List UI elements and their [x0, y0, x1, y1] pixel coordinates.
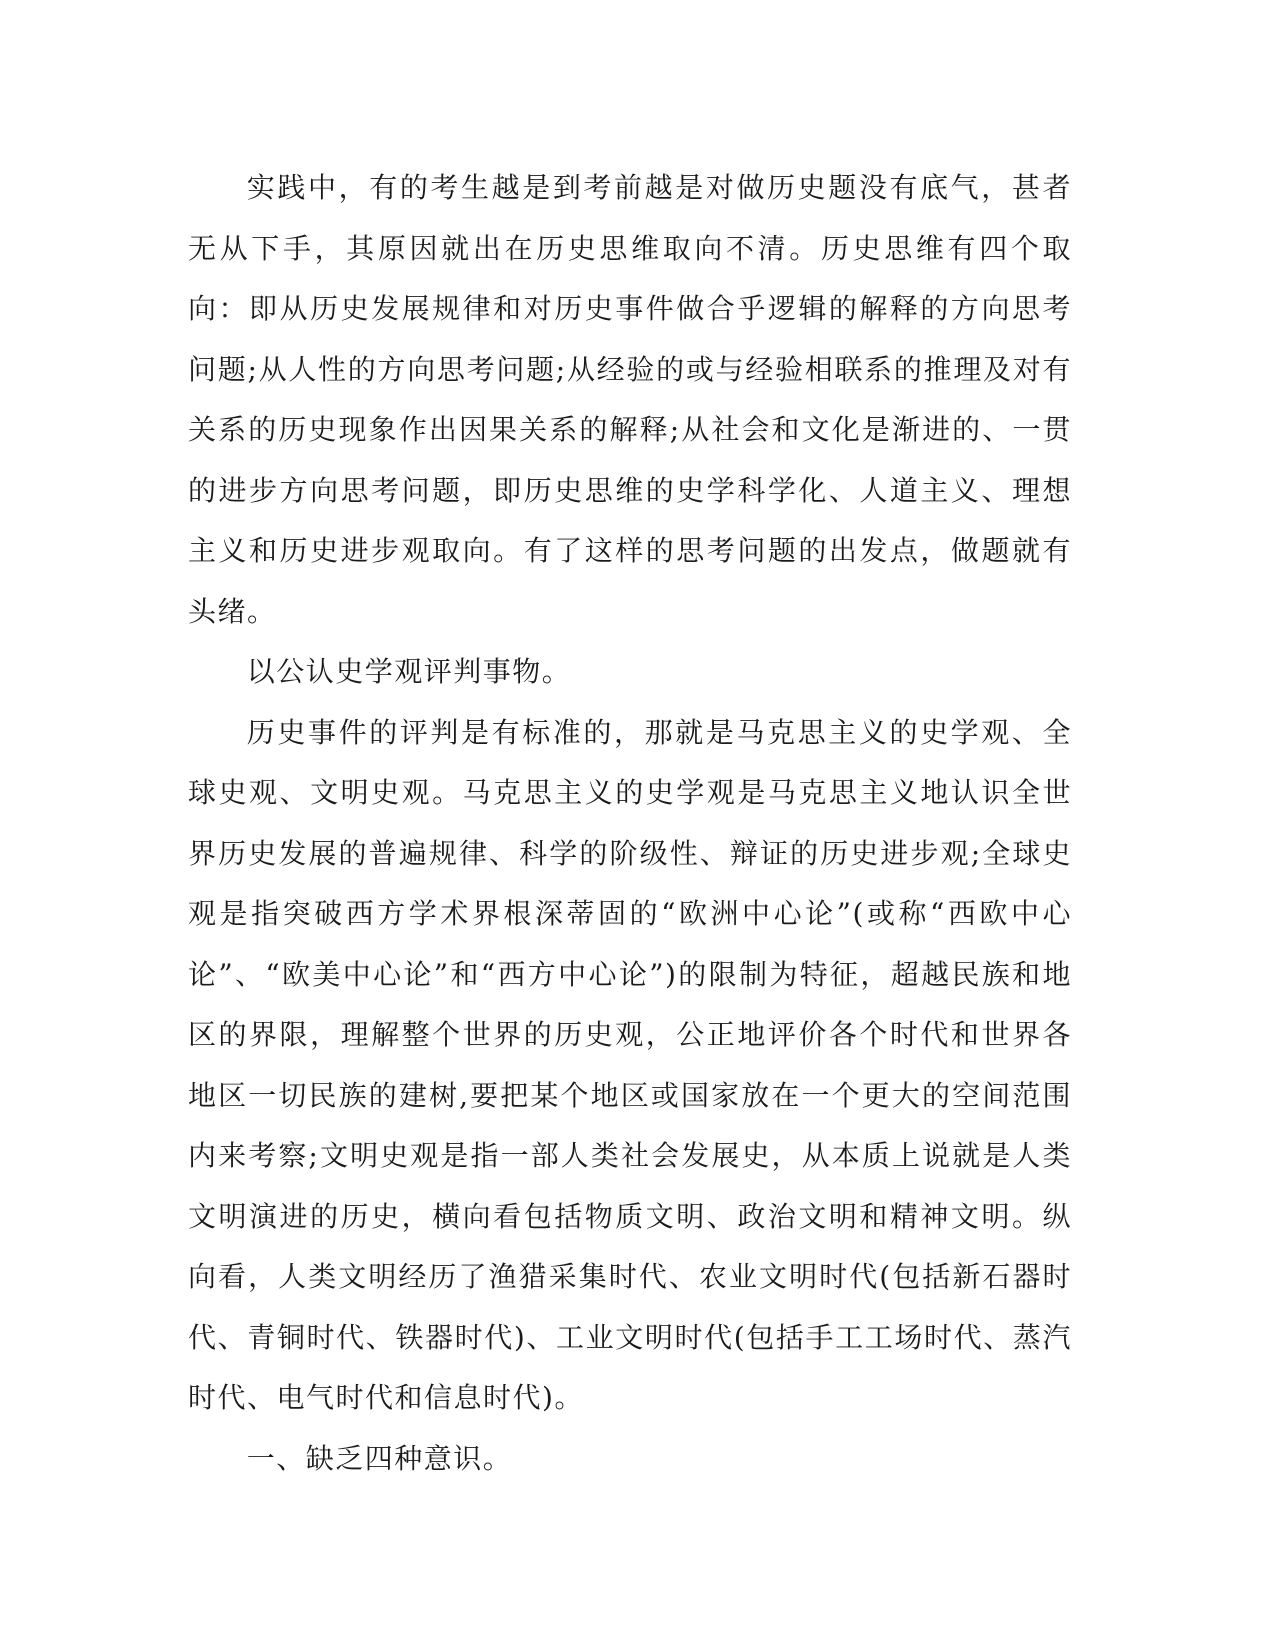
paragraph-thinking-orientation: 实践中，有的考生越是到考前越是对做历史题没有底气，甚者无从下手，其原因就出在历史思维取向不清。历史思维有四个取向：即从历史发展规律和对历史事件做合乎逻辑的解释的方向思考问题;从人性的方向思考问题;从经验的或与经验相联系的推理及对有关系的历史现象作出因果关系的解释;从社会和文化是渐进的、一贯的进步方向思考问题，即历史思维的史学科学化、人道主义、理想主义和历史进步观取向。有了这样的思考问题的出发点，做题就有头绪。 [188, 171, 1072, 628]
paragraph-historical-views: 历史事件的评判是有标准的，那就是马克思主义的史学观、全球史观、文明史观。马克思主义的史学观是马克思主义地认识全世界历史发展的普遍规律、科学的阶级性、辩证的历史进步观;全球史观是指突破西方学术界根深蒂固的“欧洲中心论”(或称“西欧中心论”、“欧美中心论”和“西方中心论”)的限制为特征，超越民族和地区的界限，理解整个世界的历史观，公正地评价各个时代和世界各地区一切民族的建树,要把某个地区或国家放在一个更大的空间范围内来考察;文明史观是指一部人类社会发展史，从本质上说就是人类文明演进的历史，横向看包括物质文明、政治文明和精神文明。纵向看，人类文明经历了渔猎采集时代、农业文明时代(包括新石器时代、青铜时代、铁器时代)、工业文明时代(包括手工工场时代、蒸汽时代、电气时代和信息时代)。 [188, 715, 1072, 1414]
paragraph-heading-historical-views: 以公认史学观评判事物。 [246, 655, 572, 688]
document-body [188, 158, 1072, 1489]
paragraph-heading-four-awareness: 一、缺乏四种意识。 [246, 1441, 513, 1475]
